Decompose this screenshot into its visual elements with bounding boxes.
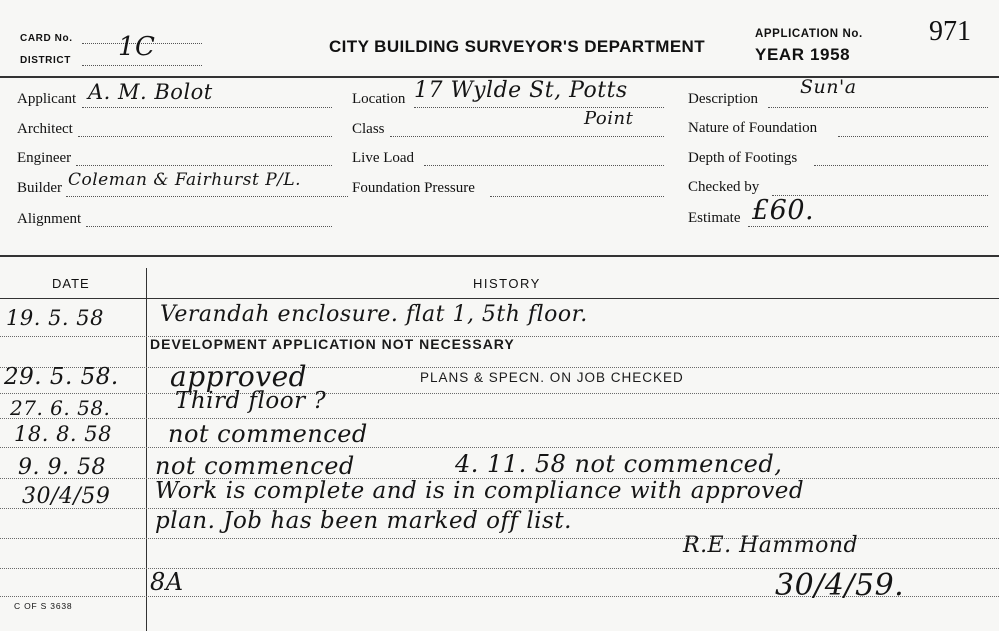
- history-column-header: HISTORY: [473, 276, 541, 291]
- description-value: Sun'a: [800, 76, 857, 98]
- foundation-pressure-line: [490, 196, 664, 197]
- entry-text: plan. Job has been marked off list.: [155, 508, 572, 534]
- live-load-line: [424, 165, 664, 166]
- class-label: Class: [352, 121, 385, 137]
- history-rule: [0, 418, 999, 419]
- description-line: [768, 107, 988, 108]
- district-label: DISTRICT: [20, 55, 71, 66]
- location-label: Location: [352, 91, 406, 107]
- development-stamp: DEVELOPMENT APPLICATION NOT NECESSARY: [150, 336, 515, 352]
- architect-label: Architect: [17, 121, 73, 137]
- builder-label: Builder: [17, 180, 62, 196]
- initials: 8A: [150, 568, 184, 596]
- district-line: [82, 65, 202, 66]
- location-value: 17 Wylde St, Potts: [414, 78, 628, 103]
- application-number: 971: [929, 16, 971, 47]
- entry-date: 29. 5. 58.: [4, 364, 119, 390]
- live-load-label: Live Load: [352, 150, 415, 166]
- estimate-label: Estimate: [688, 210, 741, 226]
- history-rule: [0, 367, 999, 368]
- entry-date: 9. 9. 58: [18, 455, 106, 480]
- department-title: CITY BUILDING SURVEYOR'S DEPARTMENT: [329, 37, 706, 56]
- engineer-line: [76, 165, 332, 166]
- entry-text: 4. 11. 58 not commenced,: [455, 450, 783, 478]
- history-rule: [0, 393, 999, 394]
- applicant-value: A. M. Bolot: [88, 80, 213, 104]
- applicant-line: [82, 107, 332, 108]
- depth-of-footings-line: [814, 165, 988, 166]
- entry-date: 19. 5. 58: [6, 306, 105, 330]
- entry-text: approved: [170, 360, 308, 393]
- depth-of-footings-label: Depth of Footings: [688, 150, 798, 166]
- foundation-pressure-label: Foundation Pressure: [352, 180, 475, 196]
- table-header-rule: [0, 298, 999, 299]
- entry-text: not commenced: [168, 420, 368, 448]
- engineer-label: Engineer: [17, 150, 72, 166]
- architect-line: [78, 136, 332, 137]
- entry-date: 30/4/59: [22, 484, 111, 509]
- entry-text: Verandah enclosure. flat 1, 5th floor.: [160, 302, 588, 327]
- column-divider: [146, 268, 147, 631]
- estimate-line: [748, 226, 988, 227]
- district-value: 1C: [118, 32, 156, 62]
- nature-of-foundation-label: Nature of Foundation: [688, 120, 818, 136]
- signature: R.E. Hammond: [683, 533, 859, 558]
- plans-stamp: PLANS & SPECN. ON JOB CHECKED: [420, 370, 684, 385]
- card-no-label: CARD No.: [20, 33, 73, 44]
- entry-date: 18. 8. 58: [14, 422, 113, 446]
- builder-line: [66, 196, 348, 197]
- year-label: YEAR 1958: [755, 45, 851, 64]
- details-rule: [0, 255, 999, 257]
- checked-by-label: Checked by: [688, 179, 760, 195]
- entry-text: Work is complete and is in compliance with approved: [155, 478, 805, 504]
- applicant-label: Applicant: [17, 91, 77, 107]
- estimate-value: £60.: [752, 195, 815, 226]
- nature-of-foundation-line: [838, 136, 988, 137]
- date-column-header: DATE: [52, 276, 90, 291]
- location-value-cont: Point: [584, 108, 634, 129]
- alignment-line: [86, 226, 332, 227]
- application-no-label: APPLICATION No.: [755, 28, 863, 40]
- entry-text: Third floor ?: [175, 388, 327, 414]
- history-rule: [0, 447, 999, 448]
- builder-value: Coleman & Fairhurst P/L.: [68, 170, 302, 190]
- alignment-label: Alignment: [17, 211, 82, 227]
- entry-date: 27. 6. 58.: [10, 396, 111, 420]
- description-label: Description: [688, 91, 758, 107]
- entry-text: not commenced: [155, 452, 355, 480]
- form-number: C OF S 3638: [14, 601, 73, 611]
- class-line: [390, 136, 664, 137]
- signature-date: 30/4/59.: [775, 568, 905, 603]
